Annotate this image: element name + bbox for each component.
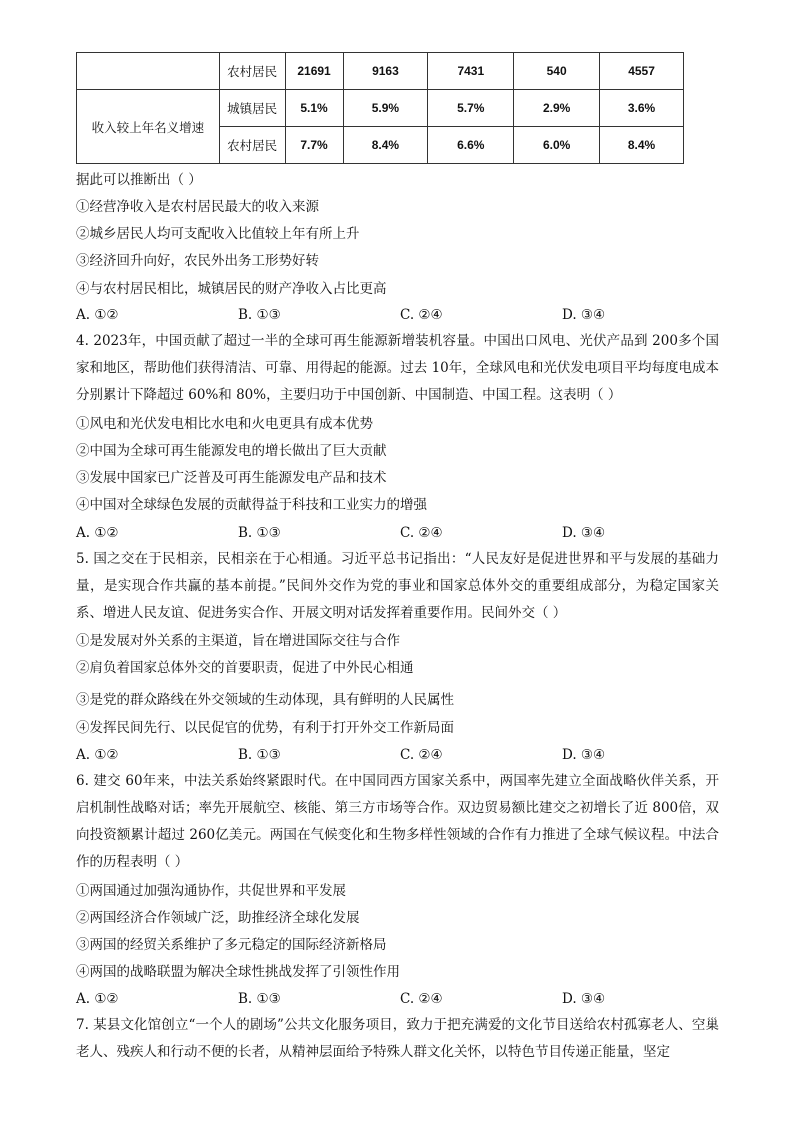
table-cell: 农村居民 — [219, 127, 285, 164]
answer-options — [76, 306, 636, 324]
table-cell: 540 — [514, 53, 600, 90]
table-cell — [77, 53, 220, 90]
question-stem: 6. 建交 60年来，中法关系始终紧跟时代。在中国同西方国家关系中，两国率先建立全面战略伙伴关系，开启机制性战略对话；率先开展航空、核能、第三方市场等合作。双边贸易额比建交之初增长了近 800倍，双向投资额累计超过 260亿美元。两国在气候变化和生物多样性领域的合作有力推进了全球气候议程。中法合作的历程表明（ ） — [76, 773, 719, 870]
statement-item: ③经济回升向好，农民外出务工形势好转 — [76, 253, 319, 269]
option-d[interactable]: D. ③④ — [562, 525, 606, 541]
income-table — [76, 52, 684, 164]
statement-item: ④与农村居民相比，城镇居民的财产净收入占比更高 — [76, 281, 387, 297]
table-cell: 9163 — [343, 53, 428, 90]
table-row-header: 收入较上年名义增速 — [77, 90, 220, 164]
question-stem: 7. 某县文化馆创立“一个人的剧场”公共文化服务项目，致力于把充满爱的文化节目送给农村孤寡老人、空巢老人、残疾人和行动不便的长者，从精神层面给予特殊人群文化关怀，以特色节目传递正能量，坚定 — [76, 1017, 719, 1060]
answer-options — [76, 746, 636, 764]
answer-options — [76, 990, 636, 1008]
question-stem: 4. 2023年，中国贡献了超过一半的全球可再生能源新增装机容量。中国出口风电、光伏产品到 200多个国家和地区，帮助他们获得清洁、可靠、用得起的能源。过去 10年，全球风电和光伏发电项目平均每度电成本分别累计下降超过 60%和 80%，主要归功于中国创新、中国制造、中国工程。这表明（ ） — [76, 333, 719, 403]
table-cell: 5.1% — [285, 90, 343, 127]
table-cell: 4557 — [600, 53, 684, 90]
option-b[interactable]: B. ①③ — [238, 307, 281, 323]
table-cell: 6.6% — [428, 127, 514, 164]
table-cell: 3.6% — [600, 90, 684, 127]
statement-item: ③是党的群众路线在外交领域的生动体现，具有鲜明的人民属性 — [76, 692, 454, 708]
statement-item: ④中国对全球绿色发展的贡献得益于科技和工业实力的增强 — [76, 497, 427, 513]
statement-item: ①两国通过加强沟通协作，共促世界和平发展 — [76, 883, 346, 899]
option-c[interactable]: C. ②④ — [400, 525, 443, 541]
option-d[interactable]: D. ③④ — [562, 307, 606, 323]
table-cell: 21691 — [285, 53, 343, 90]
option-a[interactable]: A. ①② — [76, 307, 119, 323]
question-stem: 据此可以推断出（ ） — [76, 172, 202, 188]
option-a[interactable]: A. ①② — [76, 747, 119, 763]
table-cell: 5.7% — [428, 90, 514, 127]
table-cell: 农村居民 — [219, 53, 285, 90]
statement-item: ①是发展对外关系的主渠道，旨在增进国际交往与合作 — [76, 633, 400, 649]
statement-item: ②中国为全球可再生能源发电的增长做出了巨大贡献 — [76, 443, 387, 459]
table-cell: 2.9% — [514, 90, 600, 127]
statement-item: ④发挥民间先行、以民促官的优势，有利于打开外交工作新局面 — [76, 720, 454, 736]
option-b[interactable]: B. ①③ — [238, 747, 281, 763]
table-cell: 5.9% — [343, 90, 428, 127]
option-a[interactable]: A. ①② — [76, 525, 119, 541]
table-cell: 城镇居民 — [219, 90, 285, 127]
option-c[interactable]: C. ②④ — [400, 307, 443, 323]
option-d[interactable]: D. ③④ — [562, 747, 606, 763]
table-cell: 7431 — [428, 53, 514, 90]
answer-options — [76, 524, 636, 542]
table-row — [77, 90, 684, 127]
table-cell: 7.7% — [285, 127, 343, 164]
statement-item: ①风电和光伏发电相比水电和火电更具有成本优势 — [76, 416, 373, 432]
statement-item: ③两国的经贸关系维护了多元稳定的国际经济新格局 — [76, 937, 387, 953]
table-row — [77, 53, 684, 90]
option-c[interactable]: C. ②④ — [400, 991, 443, 1007]
statement-item: ②两国经济合作领域广泛，助推经济全球化发展 — [76, 910, 360, 926]
table-cell: 8.4% — [343, 127, 428, 164]
option-c[interactable]: C. ②④ — [400, 747, 443, 763]
table-cell: 6.0% — [514, 127, 600, 164]
table-cell: 8.4% — [600, 127, 684, 164]
question-stem: 5. 国之交在于民相亲，民相亲在于心相通。习近平总书记指出：“人民友好是促进世界和平与发展的基础力量，是实现合作共赢的基本前提。”民间外交作为党的事业和国家总体外交的重要组成部分，为稳定国家关系、增进人民友谊、促进务实合作、开展文明对话发挥着重要作用。民间外交（ ） — [76, 551, 719, 621]
statement-item: ③发展中国家已广泛普及可再生能源发电产品和技术 — [76, 470, 387, 486]
option-b[interactable]: B. ①③ — [238, 525, 281, 541]
statement-item: ②城乡居民人均可支配收入比值较上年有所上升 — [76, 226, 360, 242]
option-b[interactable]: B. ①③ — [238, 991, 281, 1007]
option-d[interactable]: D. ③④ — [562, 991, 606, 1007]
statement-item: ①经营净收入是农村居民最大的收入来源 — [76, 199, 319, 215]
option-a[interactable]: A. ①② — [76, 991, 119, 1007]
statement-item: ②肩负着国家总体外交的首要职责，促进了中外民心相通 — [76, 660, 414, 676]
statement-item: ④两国的战略联盟为解决全球性挑战发挥了引领性作用 — [76, 964, 400, 980]
